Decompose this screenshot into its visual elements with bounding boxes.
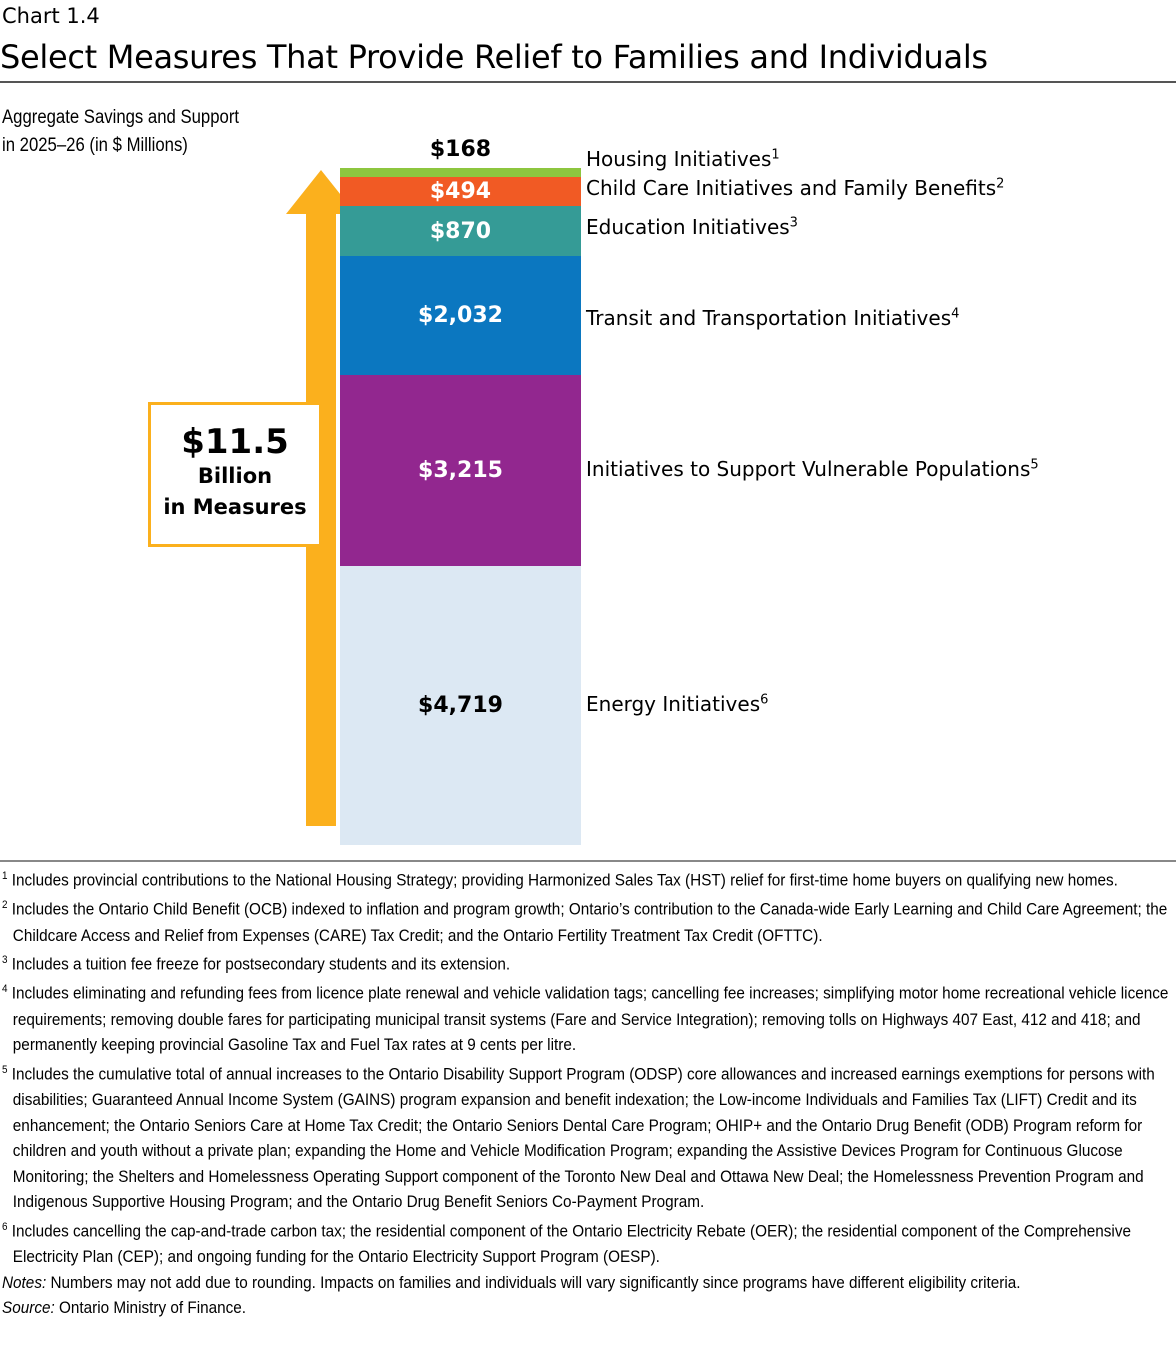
bar-segment-child-care bbox=[340, 177, 581, 206]
footnotes bbox=[2, 864, 1169, 1321]
chart-title: Select Measures That Provide Relief to Families and Individuals bbox=[0, 38, 988, 76]
label-transit: Transit and Transportation Initiatives$^4$ bbox=[586, 306, 960, 330]
notes-line: Notes: Numbers may not add due to rounding. Impacts on families and individuals will vary significantly since programs have different eligibility criteria. bbox=[2, 1272, 1021, 1292]
bar-segment-housing bbox=[340, 168, 581, 177]
top-value-housing: $168 bbox=[429, 137, 492, 162]
bar-segment-education bbox=[340, 206, 581, 256]
notes-divider bbox=[0, 860, 1176, 862]
bar-segment-energy bbox=[340, 566, 581, 845]
label-child-care: Child Care Initiatives and Family Benefits$^2$ bbox=[586, 176, 1005, 200]
footnote-5: $^5$ Includes the cumulative total of annual increases to the Ontario Disability Support Program (ODSP) core allowances and increased earnings exemptions for persons with disabilities; Guaranteed Annual Income System (GAINS) program expansion and benefit indexation; the Low-income Individuals and Families Tax (LIFT) Credit and its enhancement; the Ontario Seniors Care at Home Tax Credit; the Ontario Seniors Dental Care Program; OHIP+ and the Ontario Drug Benefit (ODB) Program reform for children and youth without a private plan; expanding the Home and Vehicle Modification Program; expanding the Assistive Devices Program for Continuous Glucose Monitoring; the Shelters and Homelessness Operating Support component of the Toronto New Deal and Ottawa New Deal; the Homelessness Prevention Program and Indigenous Supportive Housing Program; and the Ontario Drug Benefit Seniors Co-Payment Program. bbox=[2, 1063, 1155, 1212]
y-axis-label-line1: Aggregate Savings and Support bbox=[2, 107, 240, 128]
total-caption: in Measures bbox=[163, 495, 307, 519]
label-housing: Housing Initiatives$^1$ bbox=[586, 147, 780, 171]
total-amount: $11.5 bbox=[181, 422, 289, 462]
label-vulnerable: Initiatives to Support Vulnerable Populations$^5$ bbox=[586, 457, 1039, 481]
total-unit: Billion bbox=[197, 464, 273, 488]
total-callout-box bbox=[148, 402, 322, 547]
segment-value: $3,215 bbox=[418, 458, 503, 483]
source-line: Source: Ontario Ministry of Finance. bbox=[2, 1298, 247, 1318]
footnote-6: $^6$ Includes cancelling the cap-and-trade carbon tax; the residential component of the Ontario Electricity Rebate (OER); the residential component of the Comprehensive Electricity Plan (CEP); and ongoing funding for the Ontario Electricity Support Program (OESP). bbox=[2, 1221, 1131, 1267]
segment-value: $4,719 bbox=[418, 693, 503, 718]
chart-number: Chart 1.4 bbox=[2, 4, 100, 28]
label-education: Education Initiatives$^3$ bbox=[586, 215, 798, 239]
footnote-2: $^2$ Includes the Ontario Child Benefit (OCB) indexed to inflation and program growth; Ontario’s contribution to the Canada-wide Early Learning and Child Care Agreement; the Childcare Access and Relief from Expenses (CARE) Tax Credit; and the Ontario Fertility Treatment Tax Credit (OFTTC). bbox=[2, 899, 1168, 945]
bar-segment-vulnerable bbox=[340, 375, 581, 566]
label-energy: Energy Initiatives$^6$ bbox=[586, 692, 769, 716]
title-divider bbox=[0, 81, 1176, 83]
segment-value: $870 bbox=[429, 218, 492, 244]
footnote-1: $^1$ Includes provincial contributions to the National Housing Strategy; providing Harmonized Sales Tax (HST) relief for first-time home buyers on qualifying new homes. bbox=[2, 870, 1118, 890]
segment-value: $494 bbox=[429, 179, 492, 204]
bar-segment-transit bbox=[340, 256, 581, 375]
stacked-bar bbox=[340, 168, 581, 845]
segment-value: $2,032 bbox=[418, 303, 503, 328]
footnote-4: $^4$ Includes eliminating and refunding fees from licence plate renewal and vehicle validation tags; cancelling fee increases; simplifying motor home recreational vehicle licence requirements; removing double fares for participating municipal transit systems (Fare and Service Integration); removing tolls on Highways 407 East, 412 and 418; and permanently keeping provincial Gasoline Tax and Fuel Tax rates at 9 cents per litre. bbox=[2, 983, 1169, 1055]
y-axis-label-line2: in 2025–26 (in $ Millions) bbox=[2, 135, 188, 156]
footnote-3: $^3$ Includes a tuition fee freeze for postsecondary students and its extension. bbox=[2, 954, 511, 974]
y-axis-label bbox=[2, 104, 239, 160]
